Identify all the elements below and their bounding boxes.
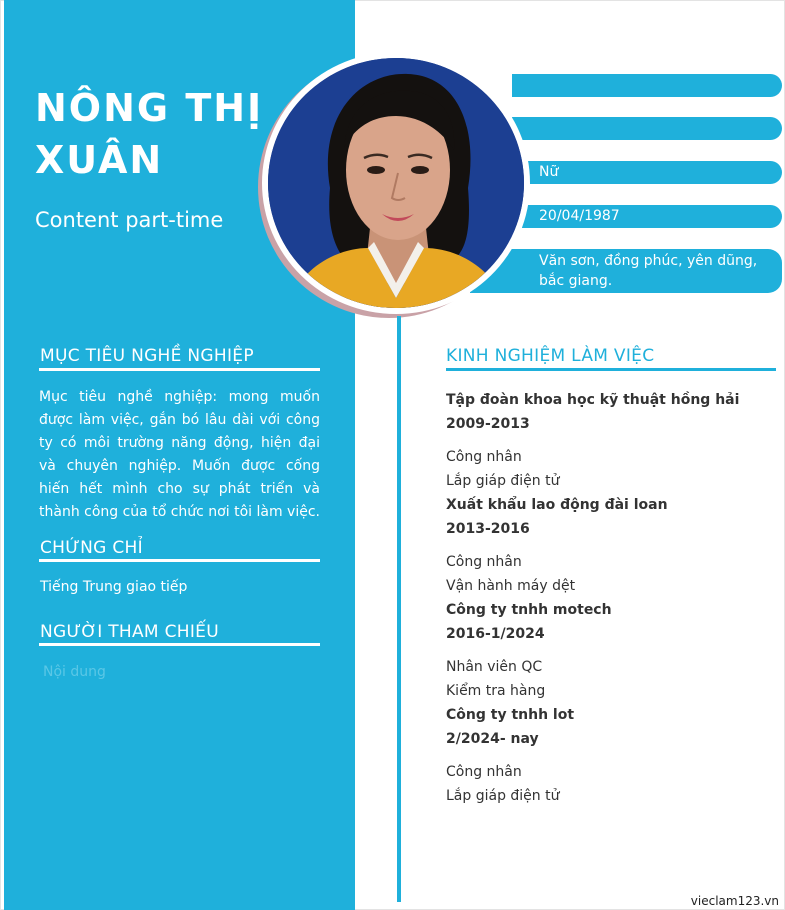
info-bar-empty-2 [512, 117, 782, 140]
timeline-line [397, 316, 401, 902]
experience-period: 2009-2013 [446, 416, 530, 432]
profile-photo [268, 58, 524, 308]
experience-company: Công ty tnhh motech [446, 602, 612, 618]
footer-brand[interactable]: vieclam123.vn [690, 894, 779, 908]
info-address [470, 249, 782, 293]
experience-description: Lắp giáp điện tử [446, 473, 560, 489]
experience-company: Tập đoàn khoa học kỹ thuật hồng hải [446, 392, 740, 408]
job-title: Content part-time [35, 208, 224, 232]
experience-description: Kiểm tra hàng [446, 683, 546, 699]
objective-underline [39, 368, 320, 371]
references-title: NGƯỜI THAM CHIẾU [40, 622, 219, 642]
portrait-illustration [268, 58, 524, 308]
dob-value: 20/04/1987 [539, 208, 620, 224]
experience-description: Lắp giáp điện tử [446, 788, 560, 804]
experience-list [446, 388, 776, 808]
info-dob [522, 205, 782, 228]
experience-company: Công ty tnhh lot [446, 707, 575, 723]
experience-position: Nhân viên QC [446, 659, 543, 675]
experience-period: 2/2024- nay [446, 731, 539, 747]
experience-position: Công nhân [446, 764, 522, 780]
experience-item [446, 493, 776, 598]
candidate-name [35, 82, 275, 186]
experience-item [446, 598, 776, 703]
certificate-item: Tiếng Trung giao tiếp [40, 579, 188, 595]
name-line-1: NÔNG THỊ [35, 86, 264, 130]
address-value: Văn sơn, đồng phúc, yên dũng, bắc giang. [539, 253, 758, 289]
references-placeholder: Nội dung [43, 664, 106, 680]
certificates-underline [39, 559, 320, 562]
certificates-title: CHỨNG CHỈ [40, 538, 143, 558]
experience-underline [446, 368, 776, 371]
experience-company: Xuất khẩu lao động đài loan [446, 497, 668, 513]
info-bar-empty-1 [512, 74, 782, 97]
references-underline [39, 643, 320, 646]
experience-period: 2016-1/2024 [446, 626, 545, 642]
experience-period: 2013-2016 [446, 521, 530, 537]
gender-value: Nữ [539, 164, 559, 180]
experience-position: Công nhân [446, 554, 522, 570]
objective-text: Mục tiêu nghề nghiệp: mong muốn được làm việc, gắn bó lâu dài với công ty có môi trường năng động, hiện đại và chuyên nghiệp. Muốn được cống hiến hết mình cho sự phát triển và thành công của tổ chức nơi tôi làm việc. [39, 389, 320, 520]
name-line-2: XUÂN [35, 138, 164, 182]
experience-item [446, 703, 776, 808]
experience-title: KINH NGHIỆM LÀM VIỆC [446, 346, 655, 366]
experience-position: Công nhân [446, 449, 522, 465]
info-gender [524, 161, 782, 184]
experience-item [446, 388, 776, 493]
objective-title: MỤC TIÊU NGHỀ NGHIỆP [40, 346, 254, 366]
experience-description: Vận hành máy dệt [446, 578, 576, 594]
